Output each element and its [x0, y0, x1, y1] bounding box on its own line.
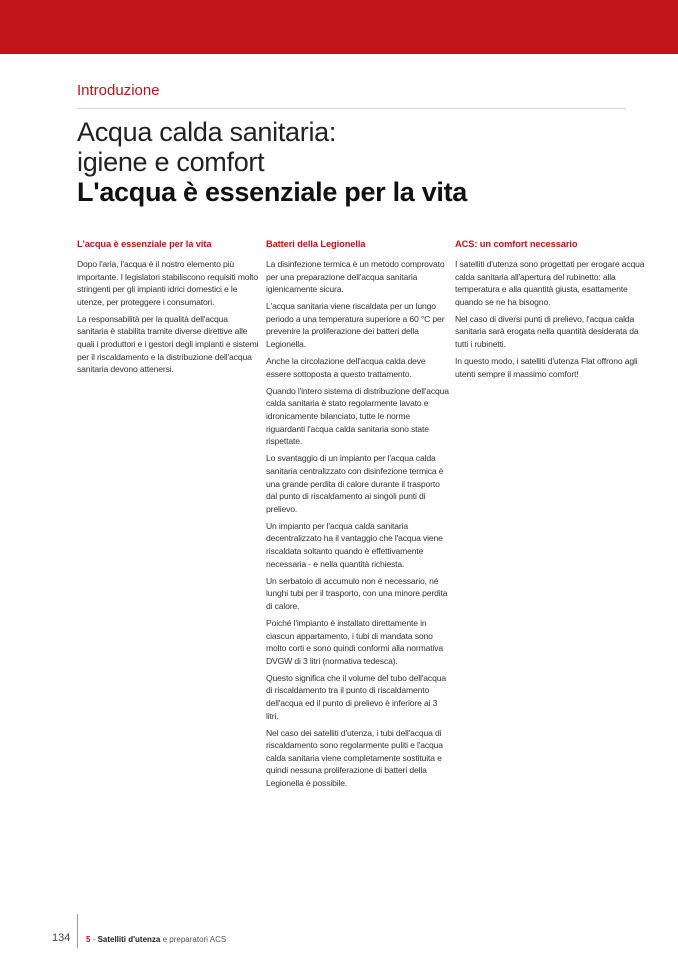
paragraph: Lo svantaggio di un impianto per l'acqua calda sanitaria centralizzato con disinfezione termica è una grande perdita di calore durante il trasporto dal punto di riscaldamento ai singoli punti di prelievo. [266, 453, 444, 514]
column-1 [77, 239, 261, 380]
column-heading: ACS: un comfort necessario [455, 239, 578, 249]
chapter-number: 5 [86, 935, 91, 944]
page-title [77, 117, 467, 207]
paragraph: L'acqua sanitaria viene riscaldata per un lungo periodo a una temperatura superiore a 60 °C per prevenire la proliferazione dei batteri della Legionella. [266, 301, 445, 350]
chapter-title: Satelliti d'utenza [97, 935, 161, 944]
paragraph: Un impianto per l'acqua calda sanitaria decentralizzato ha il vantaggio che l'acqua viene riscaldata soltanto quando è effettivamente necessaria - e nella quantità richiesta. [266, 520, 443, 569]
divider [77, 108, 626, 109]
footer-divider [77, 914, 78, 948]
paragraph: Quando l'intero sistema di distribuzione dell'acqua calda sanitaria è stato regolarmente lavato e idronicamente bilanciato, tutte le norme riguardanti l'acqua calda sanitaria sono state rispettate. [266, 385, 449, 447]
paragraph: Questo significa che il volume del tubo dell'acqua di riscaldamento tra il punto di riscaldamento dell'acqua ed il punto di prelievo è inferiore ai 3 litri. [266, 672, 446, 721]
title-line-2: igiene e comfort [77, 147, 265, 177]
paragraph: Anche la circolazione dell'acqua calda deve essere sottoposta a questo trattamento. [266, 356, 426, 379]
paragraph: Nel caso dei satelliti d'utenza, i tubi dell'acqua di riscaldamento sono regolarmente puliti e l'acqua calda sanitaria viene completamente sostituita e quindi nessuna proliferazione di batteri della Legionella è possibile. [266, 727, 443, 789]
paragraph: Poiché l'impianto è installato direttamente in ciascun appartamento, i tubi di mandata sono molto corti e sono quindi conformi alla normativa DVGW di 3 litri (normativa tedesca). [266, 617, 444, 666]
chapter-separator: - [90, 935, 98, 944]
column-heading: Batteri della Legionella [266, 239, 366, 249]
column-3 [455, 239, 645, 385]
header-band [0, 0, 678, 54]
page-number: 134 [52, 932, 71, 944]
paragraph: Dopo l'aria, l'acqua è il nostro elemento più importante. I legislatori stabiliscono requisiti molto stringenti per gli impianti idrici domestici e le utenze, per proteggere i consumatori. [77, 259, 259, 307]
paragraph: La responsabilità per la qualità dell'acqua sanitaria è stabilita tramite diverse direttive alle quali i produttori e i gestori degli impianti e sistemi per il riscaldamento e la distribuzione dell'acqua sanitaria devono attenersi. [77, 313, 259, 375]
footer-chapter [86, 935, 226, 944]
paragraph: Nel caso di diversi punti di prelievo, l'acqua calda sanitaria sarà erogata nella quantità desiderata da tutti i rubinetti. [455, 313, 639, 350]
title-line-3: L'acqua è essenziale per la vita [77, 177, 468, 207]
title-line-1: Acqua calda sanitaria: [77, 117, 337, 147]
paragraph: I satelliti d'utenza sono progettati per erogare acqua calda sanitaria all'apertura del rubinetto: alla temperatura e alla quantità giusta, esattamente quando se ne ha bisogno. [455, 259, 645, 307]
paragraph: Un serbatoio di accumulo non è necessario, né lunghi tubi per il trasporto, con una minore perdita di calore. [266, 575, 448, 611]
paragraph: La disinfezione termica è un metodo comprovato per una preparazione dell'acqua sanitaria igienicamente sicura. [266, 259, 445, 295]
column-2 [266, 239, 450, 794]
column-heading: L'acqua è essenziale per la vita [77, 239, 212, 249]
chapter-subtitle: e preparatori ACS [160, 935, 227, 944]
paragraph: In questo modo, i satelliti d'utenza Flat offrono agli utenti sempre il massimo comfort! [455, 356, 638, 379]
section-label: Introduzione [77, 82, 160, 99]
